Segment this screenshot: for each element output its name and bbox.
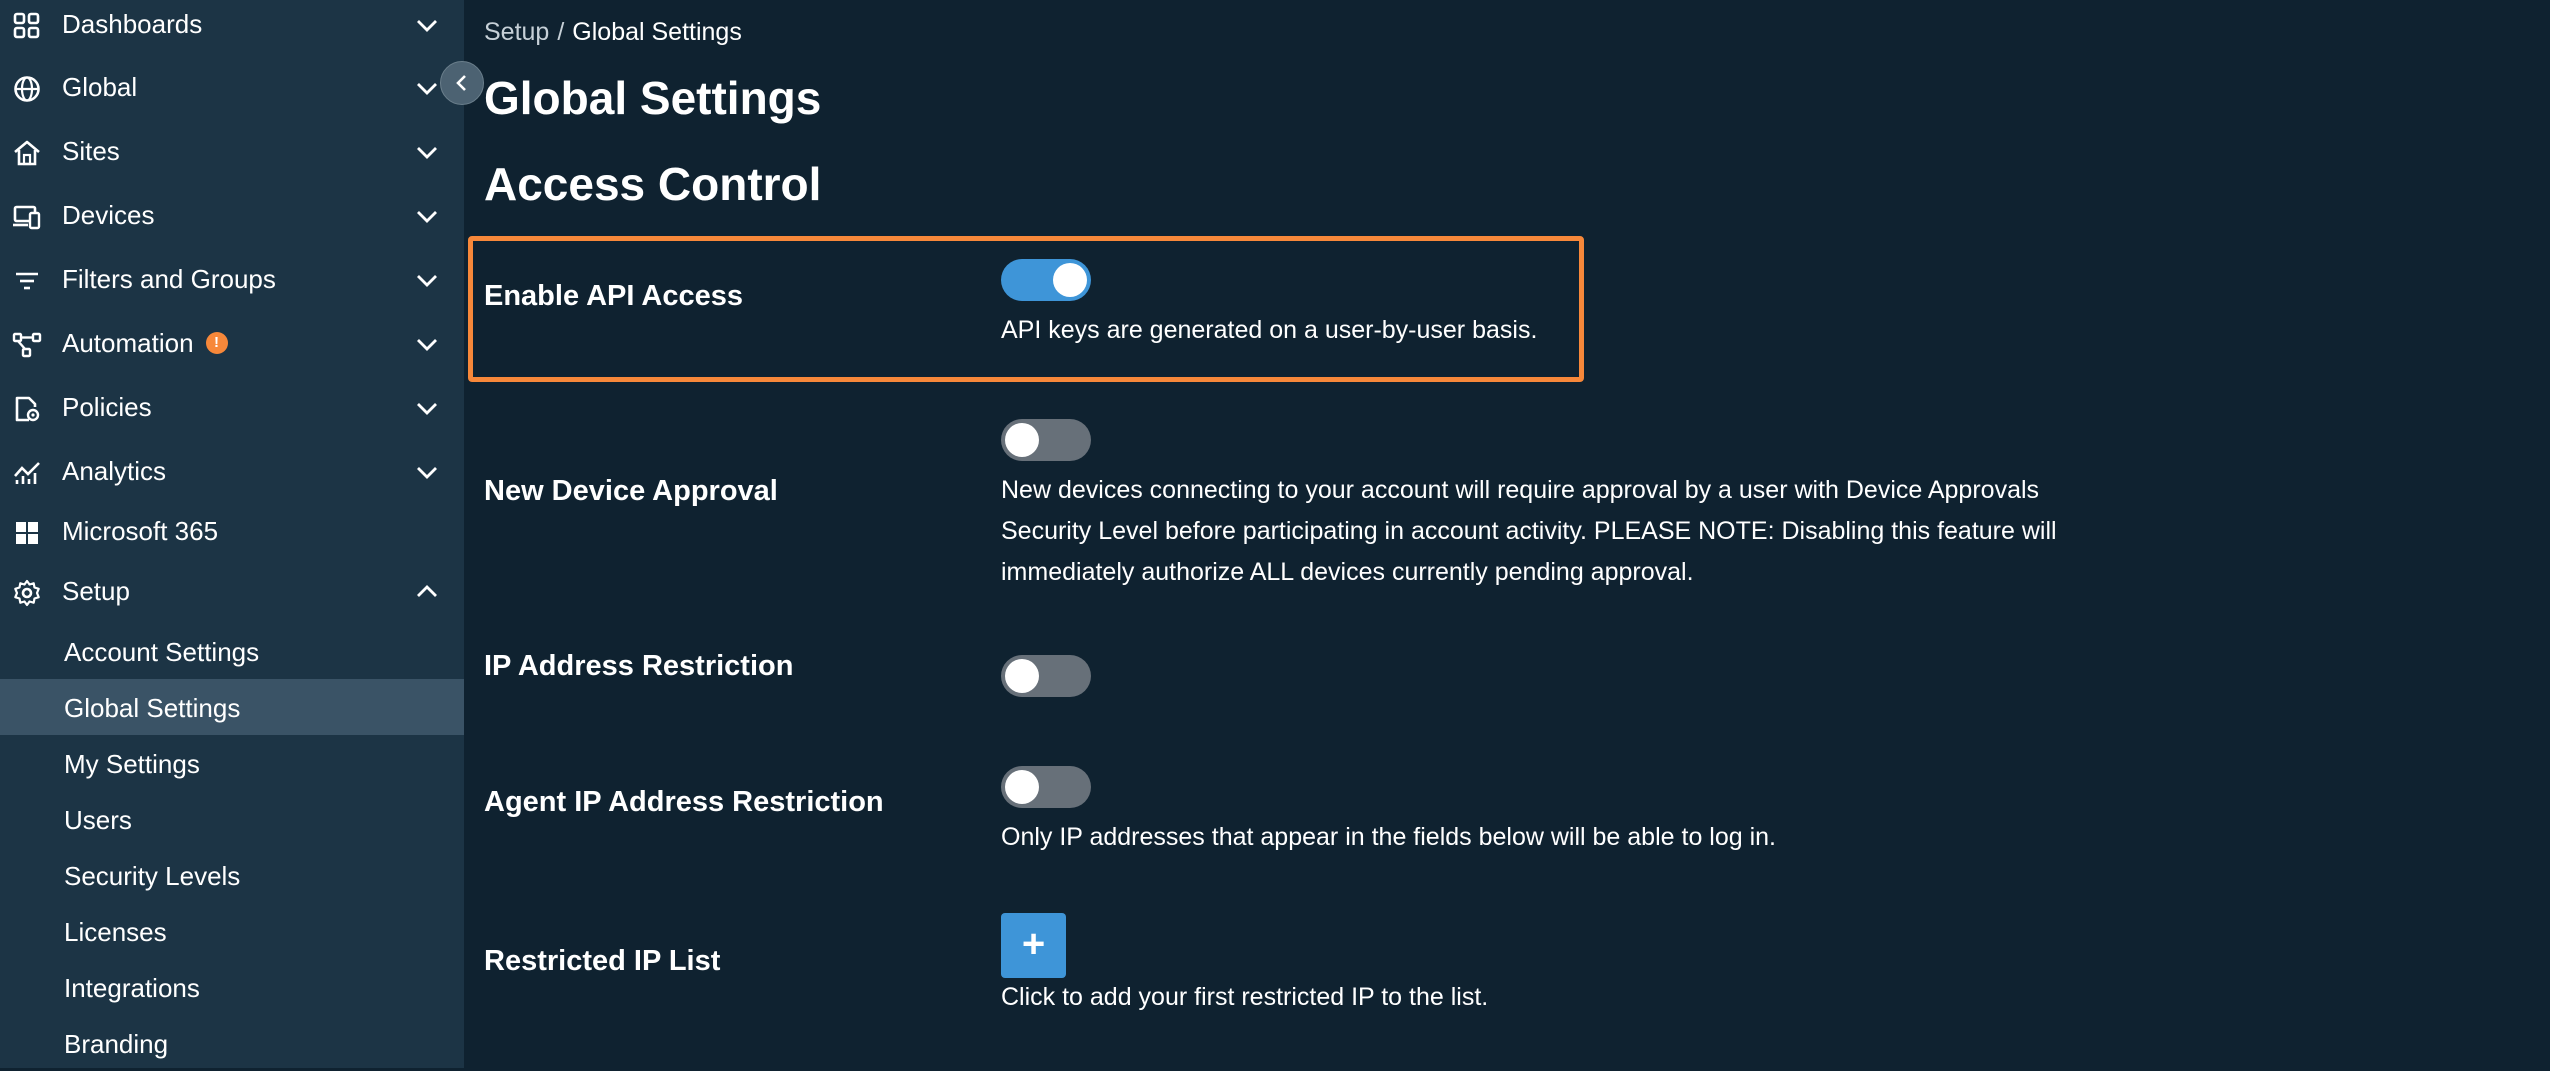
filter-icon — [12, 266, 42, 296]
sidebar-subitem-label: Account Settings — [64, 637, 260, 667]
sidebar-item-global[interactable] — [0, 59, 464, 115]
new-device-approval-description: New devices connecting to your account will require approval by a user with Device Approvals Security Level before participating in account activity. PLEASE NOTE: Disabling this feature will immediately authorize ALL devices currently pending approval. — [1001, 476, 2057, 586]
sidebar-subitem-licenses[interactable] — [0, 903, 464, 959]
toggle-knob — [1053, 263, 1087, 297]
analytics-icon — [12, 458, 42, 488]
sidebar-item-label: Dashboards — [62, 9, 203, 39]
restricted-ip-list-description: Click to add your first restricted IP to the list. — [1001, 983, 1489, 1011]
sidebar-item-filters-and-groups[interactable] — [0, 251, 464, 307]
breadcrumb-separator: / — [557, 18, 565, 46]
sidebar-subitem-label: Branding — [64, 1029, 169, 1059]
sidebar-subitem-label: My Settings — [64, 749, 200, 779]
collapse-sidebar-button[interactable] — [440, 61, 484, 105]
chevron-down-icon — [412, 201, 442, 231]
sidebar-item-devices[interactable] — [0, 187, 464, 243]
breadcrumb-setup-link[interactable]: Setup — [484, 18, 550, 46]
restricted-ip-list-label: Restricted IP List — [484, 945, 721, 977]
gear-icon — [12, 578, 42, 608]
toggle-knob — [1005, 423, 1039, 457]
sidebar-item-sites[interactable] — [0, 123, 464, 179]
breadcrumb-current: Global Settings — [572, 18, 742, 46]
sidebar-item-label: Devices — [62, 200, 155, 230]
chevron-down-icon — [412, 73, 442, 103]
sidebar-item-label: Filters and Groups — [62, 264, 276, 294]
chevron-down-icon — [412, 457, 442, 487]
chevron-left-icon — [451, 72, 473, 94]
sidebar-item-dashboards[interactable] — [0, 0, 464, 52]
chevron-up-icon — [412, 577, 442, 607]
api-access-description: API keys are generated on a user-by-user basis. — [1001, 316, 1538, 344]
new-device-approval-label: New Device Approval — [484, 475, 778, 507]
sidebar-item-label: Global — [62, 72, 138, 102]
home-icon — [12, 138, 42, 168]
ip-restriction-toggle[interactable] — [1001, 655, 1091, 697]
sidebar-item-label: Policies — [62, 392, 152, 422]
globe-icon — [12, 74, 42, 104]
add-restricted-ip-button[interactable] — [1001, 913, 1066, 978]
sidebar-subitem-users[interactable] — [0, 791, 464, 847]
sidebar-item-microsoft-365[interactable] — [0, 503, 464, 559]
sidebar-item-label: Microsoft 365 — [62, 516, 219, 546]
toggle-knob — [1005, 659, 1039, 693]
new-device-approval-toggle[interactable] — [1001, 419, 1091, 461]
chevron-down-icon — [412, 393, 442, 423]
sidebar-item-analytics[interactable] — [0, 443, 464, 499]
sidebar-subitem-label: Global Settings — [64, 693, 241, 723]
agent-ip-restriction-toggle[interactable] — [1001, 766, 1091, 808]
sidebar-subitem-security-levels[interactable] — [0, 847, 464, 903]
chevron-down-icon — [412, 137, 442, 167]
sidebar-item-automation[interactable] — [0, 315, 464, 371]
sidebar-subitem-label: Integrations — [64, 973, 200, 1003]
dashboard-grid-icon — [12, 11, 42, 41]
sidebar-subitem-label: Licenses — [64, 917, 167, 947]
automation-label-text: Automation — [62, 328, 194, 358]
sidebar — [0, 0, 464, 1068]
sidebar-subitem-my-settings[interactable] — [0, 735, 464, 791]
sidebar-subitem-branding[interactable] — [0, 1015, 464, 1071]
sidebar-subitem-global-settings[interactable] — [0, 679, 464, 735]
sidebar-subitem-integrations[interactable] — [0, 959, 464, 1015]
api-access-toggle[interactable] — [1001, 259, 1091, 301]
sidebar-item-setup[interactable] — [0, 563, 464, 619]
automation-icon — [12, 330, 42, 360]
api-access-label: Enable API Access — [484, 280, 743, 312]
chevron-down-icon — [412, 10, 442, 40]
toggle-knob — [1005, 770, 1039, 804]
agent-ip-restriction-description: Only IP addresses that appear in the fields below will be able to log in. — [1001, 823, 1776, 851]
section-title: Access Control — [484, 158, 822, 210]
page-title: Global Settings — [484, 72, 822, 124]
plus-icon: + — [1021, 922, 1046, 966]
breadcrumb — [484, 16, 742, 48]
sidebar-item-policies[interactable] — [0, 379, 464, 435]
sidebar-item-label: Setup — [62, 576, 130, 606]
sidebar-subitem-account-settings[interactable] — [0, 623, 464, 679]
sidebar-subitem-label: Security Levels — [64, 861, 241, 891]
chevron-down-icon — [412, 265, 442, 295]
sidebar-subitem-label: Users — [64, 805, 132, 835]
agent-ip-restriction-label: Agent IP Address Restriction — [484, 786, 884, 818]
sidebar-item-label: Sites — [62, 136, 120, 166]
sidebar-item-label: Analytics — [62, 456, 167, 486]
microsoft-icon — [12, 518, 42, 548]
ip-restriction-label: IP Address Restriction — [484, 650, 794, 682]
sidebar-item-label — [62, 327, 228, 359]
policies-icon — [12, 394, 42, 424]
chevron-down-icon — [412, 329, 442, 359]
devices-icon — [12, 202, 42, 232]
notification-badge: ! — [206, 332, 228, 354]
